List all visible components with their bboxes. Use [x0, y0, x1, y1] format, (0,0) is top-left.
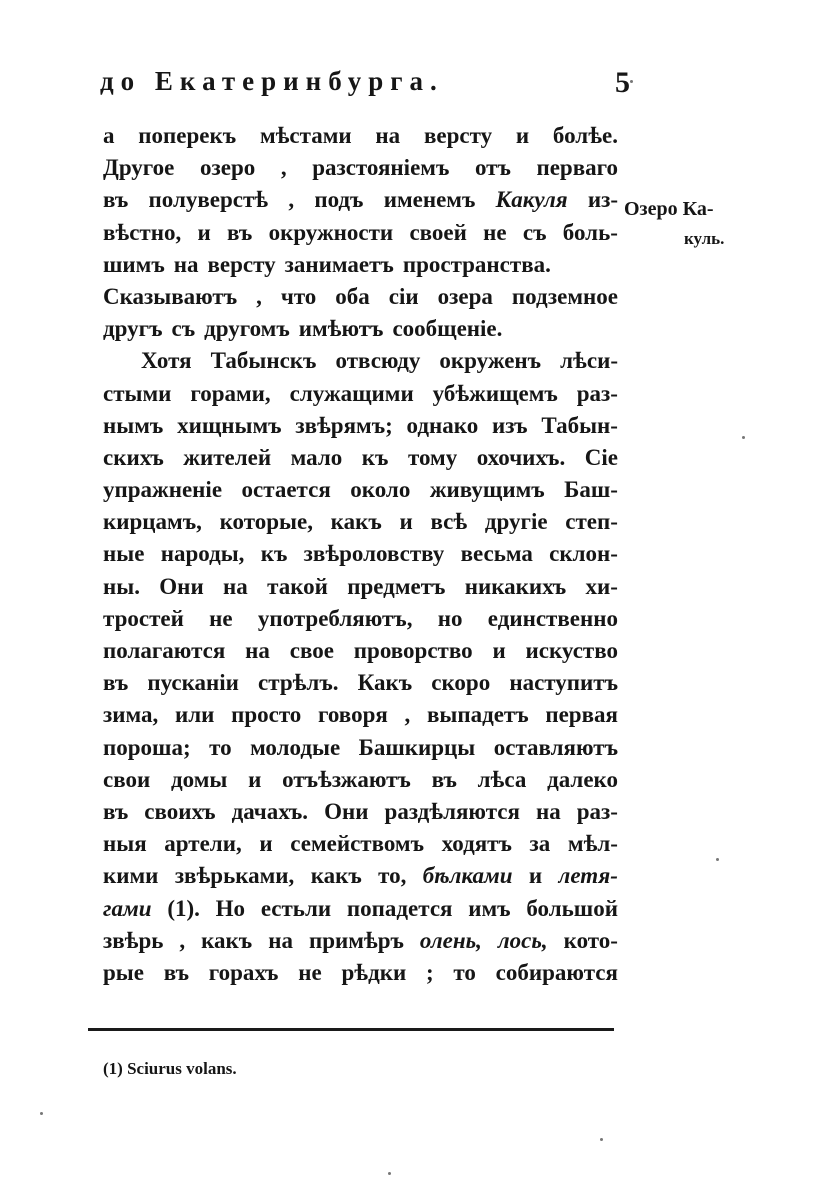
word: горами,: [190, 380, 271, 406]
word: окружности: [268, 219, 394, 245]
text-line: [103, 313, 618, 345]
word: звѣроловству: [303, 541, 445, 567]
word: первая: [545, 702, 618, 728]
word: полагаются: [103, 638, 226, 663]
word: пусканіи: [147, 670, 239, 696]
word: всѣ: [430, 509, 468, 535]
footnote: (1) Sciurus volans.: [103, 1059, 237, 1078]
word: озеро: [200, 155, 256, 181]
word: Хотя: [141, 348, 192, 374]
word: Табынскъ: [210, 348, 317, 374]
word: другіе: [484, 509, 548, 535]
word: Сіе: [584, 444, 618, 470]
word: раз-: [576, 798, 618, 824]
word: въ: [163, 959, 189, 985]
word: ;: [425, 959, 434, 985]
word: свое: [289, 638, 334, 663]
text-line: [103, 345, 618, 377]
word: естьли: [260, 895, 332, 921]
word: кирцамъ,: [103, 509, 202, 535]
word: раз-: [576, 380, 618, 406]
word: кото-: [563, 927, 618, 953]
text-line: [103, 410, 618, 442]
text-line: [103, 925, 618, 957]
word: отъѣзжаютъ: [282, 766, 411, 792]
word: никакихъ: [464, 573, 567, 599]
word: и: [197, 219, 211, 245]
word: своихъ: [144, 798, 216, 824]
word: олень,: [419, 927, 482, 953]
word: гами: [103, 895, 152, 921]
word: Они: [159, 573, 204, 599]
word: упражненіе: [103, 477, 223, 503]
word: звѣрь: [103, 927, 164, 953]
word: версту: [207, 251, 276, 277]
word: окруженъ: [439, 348, 542, 374]
paper-speck: [388, 1172, 391, 1175]
word: скихъ: [103, 444, 164, 470]
word: къ: [361, 444, 389, 470]
word: дачахъ.: [231, 798, 309, 824]
word: служащими: [289, 380, 414, 406]
paper-speck: [600, 1138, 603, 1141]
word: домы: [171, 766, 228, 792]
word: рые: [103, 959, 144, 985]
word: большой: [526, 895, 618, 921]
text-line: [103, 957, 618, 989]
word: хищнымъ: [177, 412, 282, 438]
text-line: [103, 860, 618, 892]
text-line: [103, 571, 618, 603]
word: (1).: [167, 895, 200, 921]
word: Баш-: [564, 477, 618, 503]
paper-speck: [742, 436, 745, 439]
margin-note-line: Озеро Ка-: [624, 198, 714, 220]
word: и: [528, 863, 543, 889]
word: употребляютъ,: [257, 605, 413, 631]
word: наступитъ: [509, 670, 618, 696]
word: единственно: [487, 605, 618, 631]
word: Башкирцы: [358, 734, 476, 760]
word: ныя: [103, 831, 147, 857]
word: ,: [256, 283, 262, 309]
paper-speck: [716, 858, 719, 861]
text-line: [103, 828, 618, 860]
word: ны.: [103, 573, 140, 599]
word: Они: [324, 798, 369, 824]
word: полуверстѣ: [148, 187, 269, 213]
text-line: [103, 152, 618, 184]
word: своей: [409, 219, 467, 245]
word: свои: [103, 766, 151, 792]
word: на: [245, 638, 270, 663]
text-line: [103, 184, 618, 216]
word: въ: [227, 219, 253, 245]
word: а: [103, 123, 115, 148]
word: не: [483, 219, 507, 245]
word: или: [174, 702, 215, 728]
word: на: [535, 798, 561, 824]
word: пространства.: [402, 251, 551, 277]
word: пороша;: [103, 734, 191, 760]
word: не: [298, 959, 322, 985]
text-line: [103, 893, 618, 925]
text-line: [103, 506, 618, 538]
word: хи-: [585, 573, 618, 599]
word: сообщеніе.: [392, 316, 503, 342]
word: Сказываютъ: [103, 283, 238, 309]
word: раздѣляются: [384, 798, 520, 824]
word: мѣстами: [259, 123, 352, 148]
word: убѣжищемъ: [432, 380, 558, 406]
word: ,: [280, 155, 287, 181]
word: из-: [587, 187, 618, 213]
word: Другое: [103, 155, 175, 181]
word: на: [375, 123, 401, 148]
text-line: [103, 474, 618, 506]
word: отъ: [474, 155, 511, 181]
word: какъ: [310, 863, 362, 889]
word: ,: [179, 927, 186, 953]
text-line: [103, 281, 618, 313]
word: мѣл-: [567, 831, 618, 857]
word: изъ: [492, 412, 528, 438]
word: вѣстно,: [103, 219, 182, 245]
word: и: [399, 509, 413, 535]
word: охочихъ.: [476, 444, 566, 470]
text-line: [103, 378, 618, 410]
word: жителей: [183, 444, 272, 470]
text-line: [103, 635, 618, 667]
word: болѣе.: [552, 123, 618, 148]
text-line: [103, 764, 618, 796]
word: весьма: [460, 541, 533, 567]
word: предметъ: [347, 573, 446, 599]
word: зима,: [103, 702, 159, 728]
footnote-rule: [88, 1028, 614, 1031]
word: и: [492, 638, 506, 663]
word: далеко: [547, 766, 618, 792]
word: нымъ: [103, 412, 164, 438]
page-number: 5: [615, 66, 630, 99]
word: ,: [404, 702, 411, 728]
text-line: [103, 442, 618, 474]
word: озера: [437, 283, 493, 309]
word: боль-: [562, 219, 618, 245]
word: остается: [241, 477, 331, 503]
word: другомъ: [204, 316, 290, 342]
text-line: [103, 120, 618, 152]
word: лѣса: [477, 766, 527, 792]
word: на: [268, 927, 293, 953]
word: кими: [103, 863, 159, 889]
paper-speck: [40, 1112, 43, 1115]
word: то: [453, 959, 476, 985]
running-head: [100, 66, 630, 106]
text-line: [103, 538, 618, 570]
word: ные: [103, 541, 145, 567]
word: просто: [231, 702, 302, 728]
word: какъ: [201, 927, 253, 953]
word: не: [209, 605, 233, 631]
word: артели,: [164, 831, 242, 857]
word: въ: [103, 670, 129, 696]
word: имъ: [468, 895, 511, 921]
word: тому: [407, 444, 458, 470]
word: на: [223, 573, 248, 599]
text-line: [103, 667, 618, 699]
word: стыми: [103, 380, 172, 406]
text-line: [103, 249, 618, 281]
margin-note: [624, 194, 724, 254]
word: проворство: [353, 638, 473, 663]
word: лѣси-: [560, 348, 618, 374]
word: Но: [215, 895, 246, 921]
word: къ: [260, 541, 288, 567]
word: занимаетъ: [284, 251, 394, 277]
word: степ-: [565, 509, 618, 535]
word: мало: [290, 444, 343, 470]
word: рѣдки: [341, 959, 407, 985]
word: то,: [378, 863, 407, 889]
word: за: [529, 831, 551, 857]
body-text: [103, 120, 618, 989]
word: молодые: [250, 734, 341, 760]
margin-note-line: куль.: [684, 229, 725, 248]
word: примѣръ: [308, 927, 404, 953]
word: и: [259, 831, 273, 857]
word: говоря: [318, 702, 388, 728]
word: семействомъ: [290, 831, 424, 857]
word: шимъ: [103, 251, 165, 277]
word: поперекъ: [138, 123, 237, 148]
word: въ: [103, 187, 129, 213]
word: скоро: [431, 670, 491, 696]
word: которые,: [219, 509, 313, 535]
word: въ: [103, 798, 129, 824]
word: и: [248, 766, 262, 792]
word: склон-: [549, 541, 618, 567]
word: съ: [171, 316, 196, 342]
word: и: [515, 123, 530, 148]
word: Какъ: [357, 670, 413, 696]
paper-speck: [630, 80, 633, 83]
text-line: [103, 796, 618, 828]
word: тростей: [103, 605, 184, 631]
word: стрѣлъ.: [258, 670, 339, 696]
word: звѣрьками,: [174, 863, 295, 889]
word: имѣютъ: [298, 316, 384, 342]
word: живущимъ: [429, 477, 545, 503]
word: что: [280, 283, 317, 309]
word: подъ: [314, 187, 364, 213]
word: сіи: [388, 283, 419, 309]
word: именемъ: [383, 187, 476, 213]
word: съ: [522, 219, 547, 245]
word: версту: [423, 123, 493, 148]
word: лось,: [497, 927, 548, 953]
word: оба: [335, 283, 370, 309]
word: перваго: [536, 155, 618, 181]
text-line: [103, 699, 618, 731]
word: оставляютъ: [493, 734, 618, 760]
word: попадется: [346, 895, 453, 921]
word: такой: [267, 573, 328, 599]
word: другъ: [103, 316, 163, 342]
word: однако: [406, 412, 479, 438]
word: горахъ: [208, 959, 279, 985]
word: то: [209, 734, 232, 760]
word: летя-: [558, 863, 618, 889]
word: звѣрямъ;: [295, 412, 393, 438]
word: отвсюду: [335, 348, 421, 374]
word: разстояніемъ: [312, 155, 450, 181]
word: въ: [431, 766, 457, 792]
word: собираются: [495, 959, 618, 985]
word: подземное: [511, 283, 618, 309]
word: искуство: [525, 638, 618, 663]
word: Какуля: [495, 187, 568, 213]
word: Табын-: [541, 412, 618, 438]
word: но: [437, 605, 463, 631]
word: на: [173, 251, 199, 277]
word: ,: [288, 187, 295, 213]
running-title: до Екатеринбурга.: [100, 66, 444, 96]
word: выпадетъ: [426, 702, 529, 728]
word: бѣлками: [422, 863, 513, 889]
word: народы,: [160, 541, 245, 567]
text-line: [103, 217, 618, 249]
text-line: [103, 603, 618, 635]
word: ходятъ: [441, 831, 512, 857]
word: около: [350, 477, 411, 503]
text-line: [103, 732, 618, 764]
word: какъ: [330, 509, 382, 535]
